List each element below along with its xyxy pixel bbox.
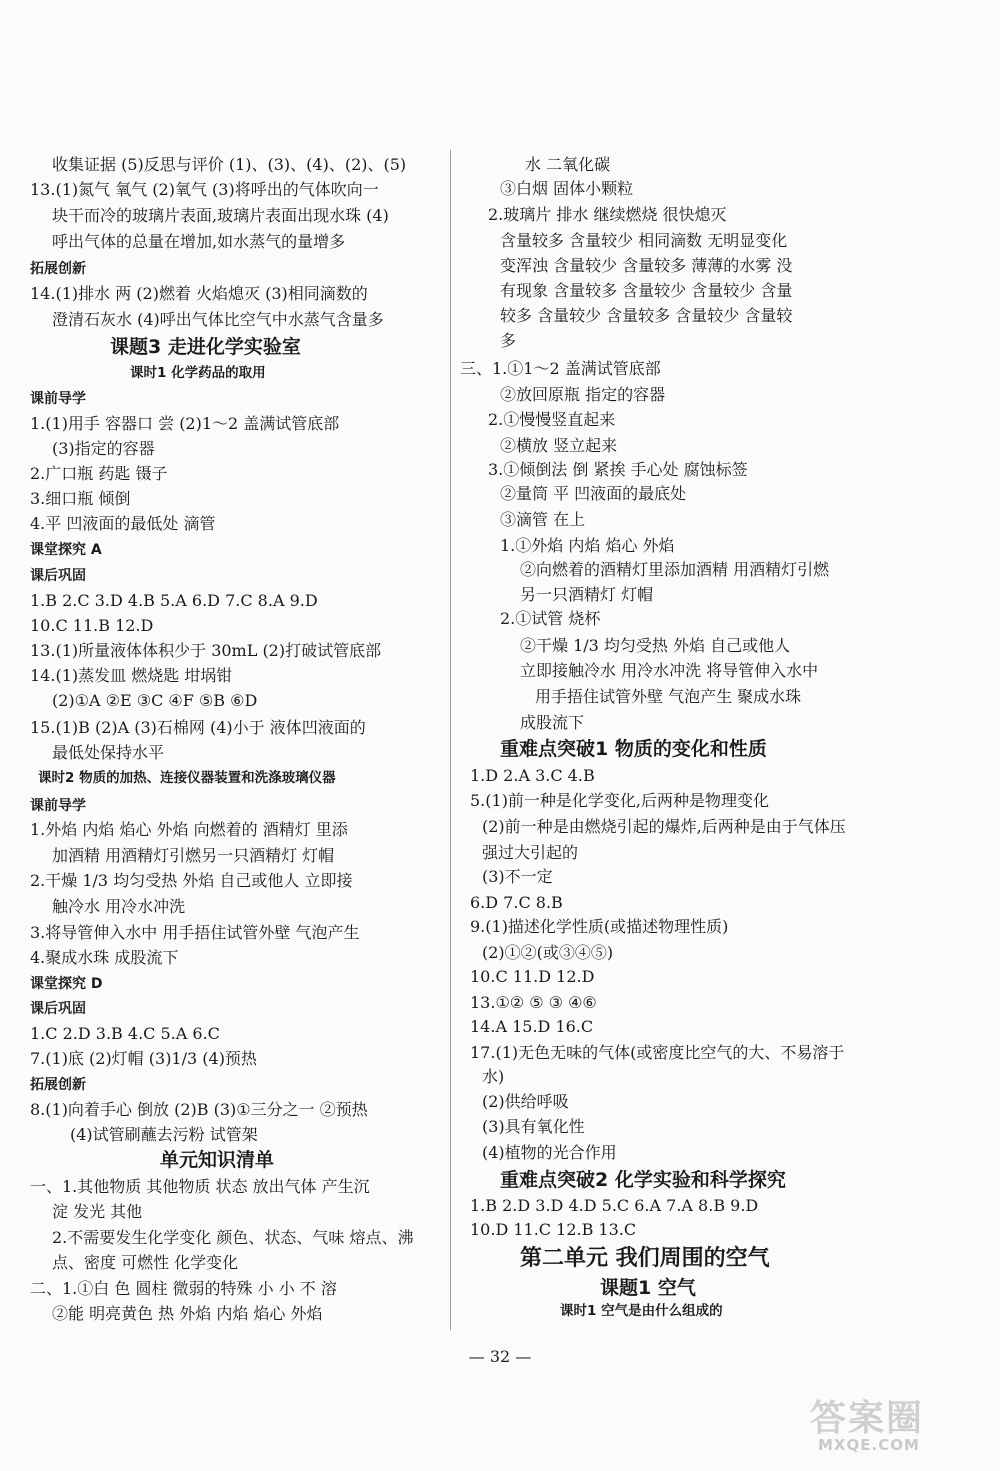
right-line: 14.A 15.D 16.C (470, 1017, 594, 1036)
right-line: 有现象 含量较多 含量较少 含量较少 含量 (500, 281, 793, 300)
right-line: 课时1 空气是由什么组成的 (560, 1303, 723, 1319)
right-line: 17.(1)无色无味的气体(或密度比空气的大、不易溶于 (470, 1043, 845, 1062)
left-line: 2.广口瓶 药匙 镊子 (30, 464, 168, 483)
right-line: 另一只酒精灯 灯帽 (520, 585, 654, 604)
right-line: 1.B 2.D 3.D 4.D 5.C 6.A 7.A 8.B 9.D (470, 1196, 759, 1215)
left-line: 澄清石灰水 (4)呼出气体比空气中水蒸气含量多 (52, 310, 384, 329)
left-line: 14.(1)排水 两 (2)燃着 火焰熄灭 (3)相同滴数的 (30, 284, 368, 303)
right-line: 多 (500, 331, 517, 350)
right-line: 6.D 7.C 8.B (470, 893, 563, 912)
right-line: (2)供给呼吸 (482, 1092, 569, 1111)
right-line: 2.①慢慢竖直起来 (488, 410, 616, 429)
left-line: 一、1.其他物质 其他物质 状态 放出气体 产生沉 (30, 1177, 370, 1196)
left-line: 课后巩固 (30, 568, 86, 584)
right-line: 变浑浊 含量较少 含量较多 薄薄的水雾 没 (500, 256, 793, 275)
watermark-logo-text: 答案圈 (810, 1398, 925, 1439)
left-line: 7.(1)底 (2)灯帽 (3)1/3 (4)预热 (30, 1049, 257, 1068)
left-line: 加酒精 用酒精灯引燃另一只酒精灯 灯帽 (52, 846, 335, 865)
left-line: 收集证据 (5)反思与评价 (1)、(3)、(4)、(2)、(5) (52, 155, 407, 174)
right-line: ②向燃着的酒精灯里添加酒精 用酒精灯引燃 (520, 560, 830, 579)
right-line: ②放回原瓶 指定的容器 (500, 385, 666, 404)
watermark-url: MXQE.COM (818, 1436, 920, 1454)
left-line: 块干而冷的玻璃片表面,玻璃片表面出现水珠 (4) (52, 206, 389, 225)
left-line: 13.(1)氮气 氧气 (2)氧气 (3)将呼出的气体吹向一 (30, 180, 379, 199)
right-line: 9.(1)描述化学性质(或描述物理性质) (470, 917, 729, 936)
right-line: 13.①② ⑤ ③ ④⑥ (470, 993, 597, 1012)
page-number: — 32 — (468, 1347, 532, 1366)
right-line: (2)①②(或③④⑤) (482, 943, 614, 962)
left-line: 1.(1)用手 容器口 尝 (2)1～2 盖满试管底部 (30, 414, 340, 433)
right-line: 课题1 空气 (600, 1277, 696, 1299)
left-line: 触冷水 用冷水冲洗 (52, 897, 186, 916)
right-line: 立即接触冷水 用冷水冲洗 将导管伸入水中 (520, 661, 819, 680)
left-line: 淀 发光 其他 (52, 1202, 143, 1221)
left-line: 课时1 化学药品的取用 (130, 365, 266, 381)
left-line: 10.C 11.B 12.D (30, 616, 154, 635)
left-line: 最低处保持水平 (52, 743, 165, 762)
right-line: 水 二氧化碳 (525, 155, 611, 174)
right-line: 10.C 11.D 12.D (470, 967, 595, 986)
left-line: 拓展创新 (30, 261, 86, 277)
watermark (810, 1390, 980, 1460)
right-line: 重难点突破2 化学实验和科学探究 (500, 1169, 786, 1191)
right-line: 强过大引起的 (482, 843, 579, 862)
left-line: ②能 明亮黄色 热 外焰 内焰 焰心 外焰 (52, 1304, 323, 1323)
right-line: 成股流下 (520, 713, 585, 732)
left-line: 15.(1)B (2)A (3)石棉网 (4)小于 液体凹液面的 (30, 718, 366, 737)
right-line: ②量筒 平 凹液面的最底处 (500, 484, 687, 503)
left-line: (2)①A ②E ③C ④F ⑤B ⑥D (52, 691, 258, 710)
right-line: 水) (482, 1067, 505, 1086)
left-line: (3)指定的容器 (52, 439, 155, 458)
left-line: 1.外焰 内焰 焰心 外焰 向燃着的 酒精灯 里添 (30, 820, 348, 839)
right-line: 2.玻璃片 排水 继续燃烧 很快熄灭 (488, 205, 727, 224)
left-line: 课堂探究 A (30, 542, 102, 558)
right-line: 1.①外焰 内焰 焰心 外焰 (500, 536, 675, 555)
right-line: 较多 含量较少 含量较多 含量较少 含量较 (500, 306, 793, 325)
right-line: 5.(1)前一种是化学变化,后两种是物理变化 (470, 791, 770, 810)
right-line: 三、1.①1～2 盖满试管底部 (460, 359, 661, 378)
right-line: 10.D 11.C 12.B 13.C (470, 1220, 637, 1239)
left-line: 呼出气体的总量在增加,如水蒸气的量增多 (52, 232, 346, 251)
left-line: 课时2 物质的加热、连接仪器装置和洗涤玻璃仪器 (38, 770, 336, 786)
right-line: (3)不一定 (482, 867, 553, 886)
left-line: 拓展创新 (30, 1077, 86, 1093)
left-line: 课前导学 (30, 798, 86, 814)
column-divider (450, 150, 451, 1330)
left-line: 1.B 2.C 3.D 4.B 5.A 6.D 7.C 8.A 9.D (30, 591, 318, 610)
right-line: (3)具有氧化性 (482, 1117, 585, 1136)
right-line: 2.①试管 烧杯 (500, 609, 601, 628)
right-line: (2)前一种是由燃烧引起的爆炸,后两种是由于气体压 (482, 817, 846, 836)
right-line: 1.D 2.A 3.C 4.B (470, 766, 595, 785)
left-line: 点、密度 可燃性 化学变化 (52, 1253, 239, 1272)
right-line: ③白烟 固体小颗粒 (500, 179, 634, 198)
right-line: 第二单元 我们周围的空气 (520, 1246, 770, 1271)
right-line: 重难点突破1 物质的变化和性质 (500, 738, 767, 760)
left-line: 1.C 2.D 3.B 4.C 5.A 6.C (30, 1024, 220, 1043)
left-line: 4.聚成水珠 成股流下 (30, 948, 179, 967)
left-line: 课题3 走进化学实验室 (110, 336, 301, 358)
left-line: 3.细口瓶 倾倒 (30, 489, 131, 508)
left-line: 3.将导管伸入水中 用手捂住试管外壁 气泡产生 (30, 923, 360, 942)
right-line: ②干燥 1/3 均匀受热 外焰 自己或他人 (520, 636, 791, 655)
left-line: (4)试管刷蘸去污粉 试管架 (70, 1125, 258, 1144)
left-line: 二、1.①白 色 圆柱 微弱的特殊 小 小 不 溶 (30, 1279, 337, 1298)
right-line: 3.①倾倒法 倒 紧挨 手心处 腐蚀标签 (488, 460, 748, 479)
left-line: 8.(1)向着手心 倒放 (2)B (3)①三分之一 ②预热 (30, 1100, 368, 1119)
right-line: 用手捂住试管外壁 气泡产生 聚成水珠 (535, 687, 802, 706)
left-line: 14.(1)蒸发皿 燃烧匙 坩埚钳 (30, 666, 233, 685)
left-line: 2.干燥 1/3 均匀受热 外焰 自己或他人 立即接 (30, 871, 353, 890)
left-line: 课前导学 (30, 391, 86, 407)
left-line: 单元知识清单 (160, 1149, 275, 1171)
right-line: ③滴管 在上 (500, 510, 586, 529)
left-line: 课堂探究 D (30, 976, 103, 992)
left-line: 2.不需要发生化学变化 颜色、状态、气味 熔点、沸 (52, 1228, 414, 1247)
right-line: (4)植物的光合作用 (482, 1143, 617, 1162)
left-line: 4.平 凹液面的最低处 滴管 (30, 514, 216, 533)
right-line: 含量较多 含量较少 相同滴数 无明显变化 (500, 231, 788, 250)
left-line: 课后巩固 (30, 1001, 86, 1017)
right-line: ②横放 竖立起来 (500, 436, 618, 455)
left-line: 13.(1)所量液体体积少于 30mL (2)打破试管底部 (30, 641, 382, 660)
